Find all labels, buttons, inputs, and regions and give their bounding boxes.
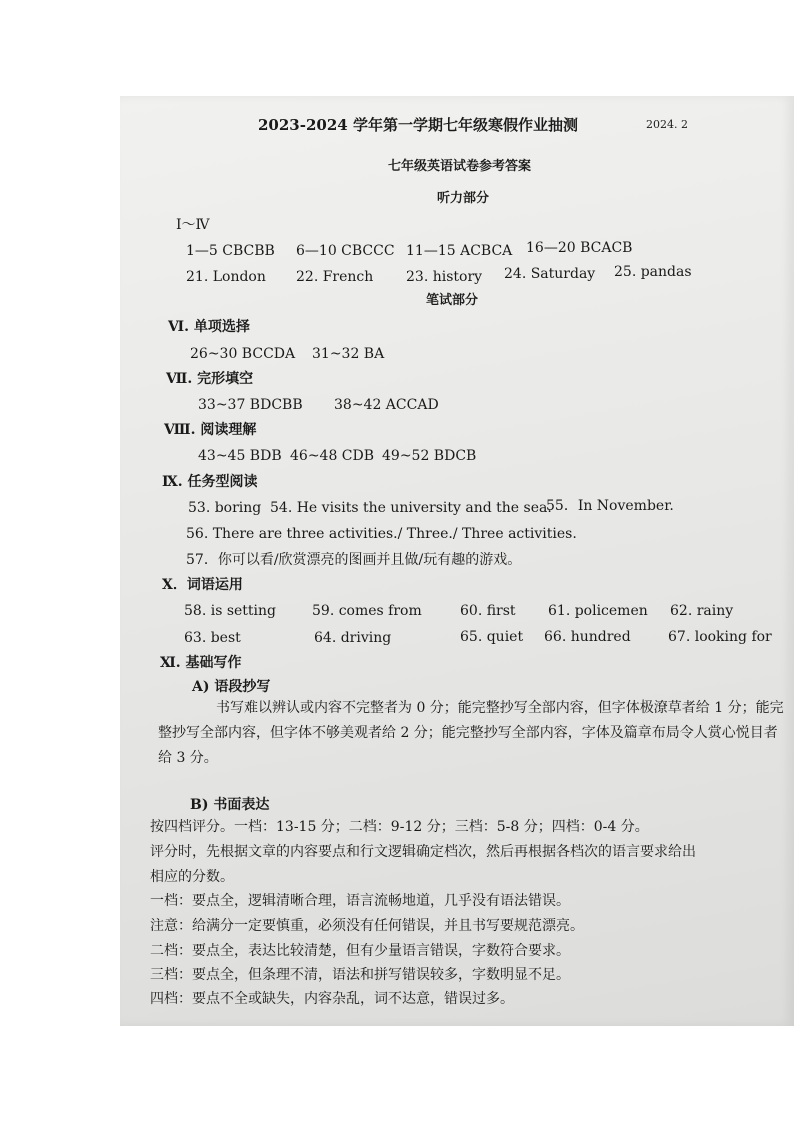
part-a-label: A) 语段抄写 bbox=[192, 679, 271, 695]
part-b-line: 四档：要点不全或缺失，内容杂乱，词不达意，错误过多。 bbox=[150, 991, 514, 1007]
listening-answer: 22. French bbox=[296, 269, 374, 285]
listening-range-label: Ⅰ～Ⅳ bbox=[176, 217, 210, 233]
section-10-answer: 67. looking for bbox=[668, 629, 772, 645]
part-b-line: 一档：要点全，逻辑清晰合理，语言流畅地道，几乎没有语法错误。 bbox=[150, 893, 570, 909]
listening-answer: 6—10 CBCCC bbox=[296, 243, 395, 259]
part-b-line: 按四档评分。一档：13-15 分；二档：9-12 分；三档：5-8 分；四档：0-4 分。 bbox=[150, 819, 649, 835]
section-7-answer: 38~42 ACCAD bbox=[334, 397, 439, 413]
part-b-line: 评分时，先根据文章的内容要点和行文逻辑确定档次，然后再根据各档次的语言要求给出 bbox=[150, 844, 696, 860]
section-11-label: Ⅺ. 基础写作 bbox=[160, 655, 242, 671]
section-8-label: Ⅷ. 阅读理解 bbox=[164, 422, 257, 438]
listening-answer: 11—15 ACBCA bbox=[406, 243, 513, 259]
listening-heading: 听力部分 bbox=[437, 191, 490, 206]
section-8-answer: 49~52 BDCB bbox=[382, 448, 477, 464]
section-7-answer: 33~37 BDCBB bbox=[198, 397, 303, 413]
section-10-answer: 59. comes from bbox=[312, 603, 422, 619]
section-9-answer: 54. He visits the university and the sea. bbox=[270, 500, 552, 516]
section-8-answer: 43~45 BDB bbox=[198, 448, 282, 464]
section-10-answer: 60. first bbox=[460, 603, 516, 619]
section-9-answer: 57．你可以看/欣赏漂亮的图画并且做/玩有趣的游戏。 bbox=[186, 552, 522, 568]
part-b-line: 相应的分数。 bbox=[150, 869, 234, 885]
section-9-label: Ⅸ. 任务型阅读 bbox=[162, 474, 258, 490]
section-6-answer: 26~30 BCCDA bbox=[190, 346, 296, 362]
section-10-answer: 64. driving bbox=[314, 630, 392, 646]
section-6-label: Ⅵ. 单项选择 bbox=[168, 319, 250, 335]
listening-answer: 24. Saturday bbox=[504, 266, 596, 282]
section-6-answer: 31~32 BA bbox=[312, 346, 385, 362]
listening-answer: 25. pandas bbox=[614, 264, 692, 280]
section-9-answer: 56. There are three activities./ Three./ Three activities. bbox=[186, 526, 577, 542]
part-b-line: 注意：给满分一定要慎重，必须没有任何错误，并且书写要规范漂亮。 bbox=[150, 918, 584, 934]
document-subtitle: 七年级英语试卷参考答案 bbox=[388, 159, 532, 174]
part-b-line: 三档：要点全，但条理不清，语法和拼写错误较多，字数明显不足。 bbox=[150, 967, 570, 983]
listening-answer: 1—5 CBCBB bbox=[186, 243, 275, 259]
listening-answer: 23. history bbox=[406, 269, 483, 285]
document-title: 2023-2024 学年第一学期七年级寒假作业抽测 bbox=[258, 116, 578, 134]
writing-heading: 笔试部分 bbox=[426, 293, 479, 308]
section-10-answer: 66. hundred bbox=[544, 629, 631, 645]
document-date: 2024. 2 bbox=[646, 118, 688, 131]
section-10-answer: 63. best bbox=[184, 630, 241, 646]
section-7-label: Ⅶ. 完形填空 bbox=[166, 371, 254, 387]
answer-sheet bbox=[120, 96, 794, 1026]
part-b-line: 二档：要点全，表达比较清楚，但有少量语言错误，字数符合要求。 bbox=[150, 943, 570, 959]
section-8-answer: 46~48 CDB bbox=[290, 448, 375, 464]
part-a-text: 书写难以辨认或内容不完整者为 0 分；能完整抄写全部内容，但字体极潦草者给 1 分；能完整抄写全部内容，但字体不够美观者给 2 分；能完整抄写全部内容，字体及篇章布局令人赏心悦目者给 3 分。 bbox=[158, 700, 784, 766]
section-10-answer: 62. rainy bbox=[670, 603, 734, 619]
section-9-answer: 53. boring bbox=[188, 500, 262, 516]
section-10-answer: 65. quiet bbox=[460, 629, 524, 645]
section-10-answer: 61. policemen bbox=[548, 603, 648, 619]
section-10-answer: 58. is setting bbox=[184, 603, 277, 619]
listening-answer: 21. London bbox=[186, 269, 266, 285]
section-10-label: Ⅹ．词语运用 bbox=[162, 577, 243, 593]
listening-answer: 16—20 BCACB bbox=[526, 240, 633, 256]
section-9-answer: 55．In November. bbox=[546, 498, 674, 514]
part-b-label: B) 书面表达 bbox=[190, 797, 270, 813]
